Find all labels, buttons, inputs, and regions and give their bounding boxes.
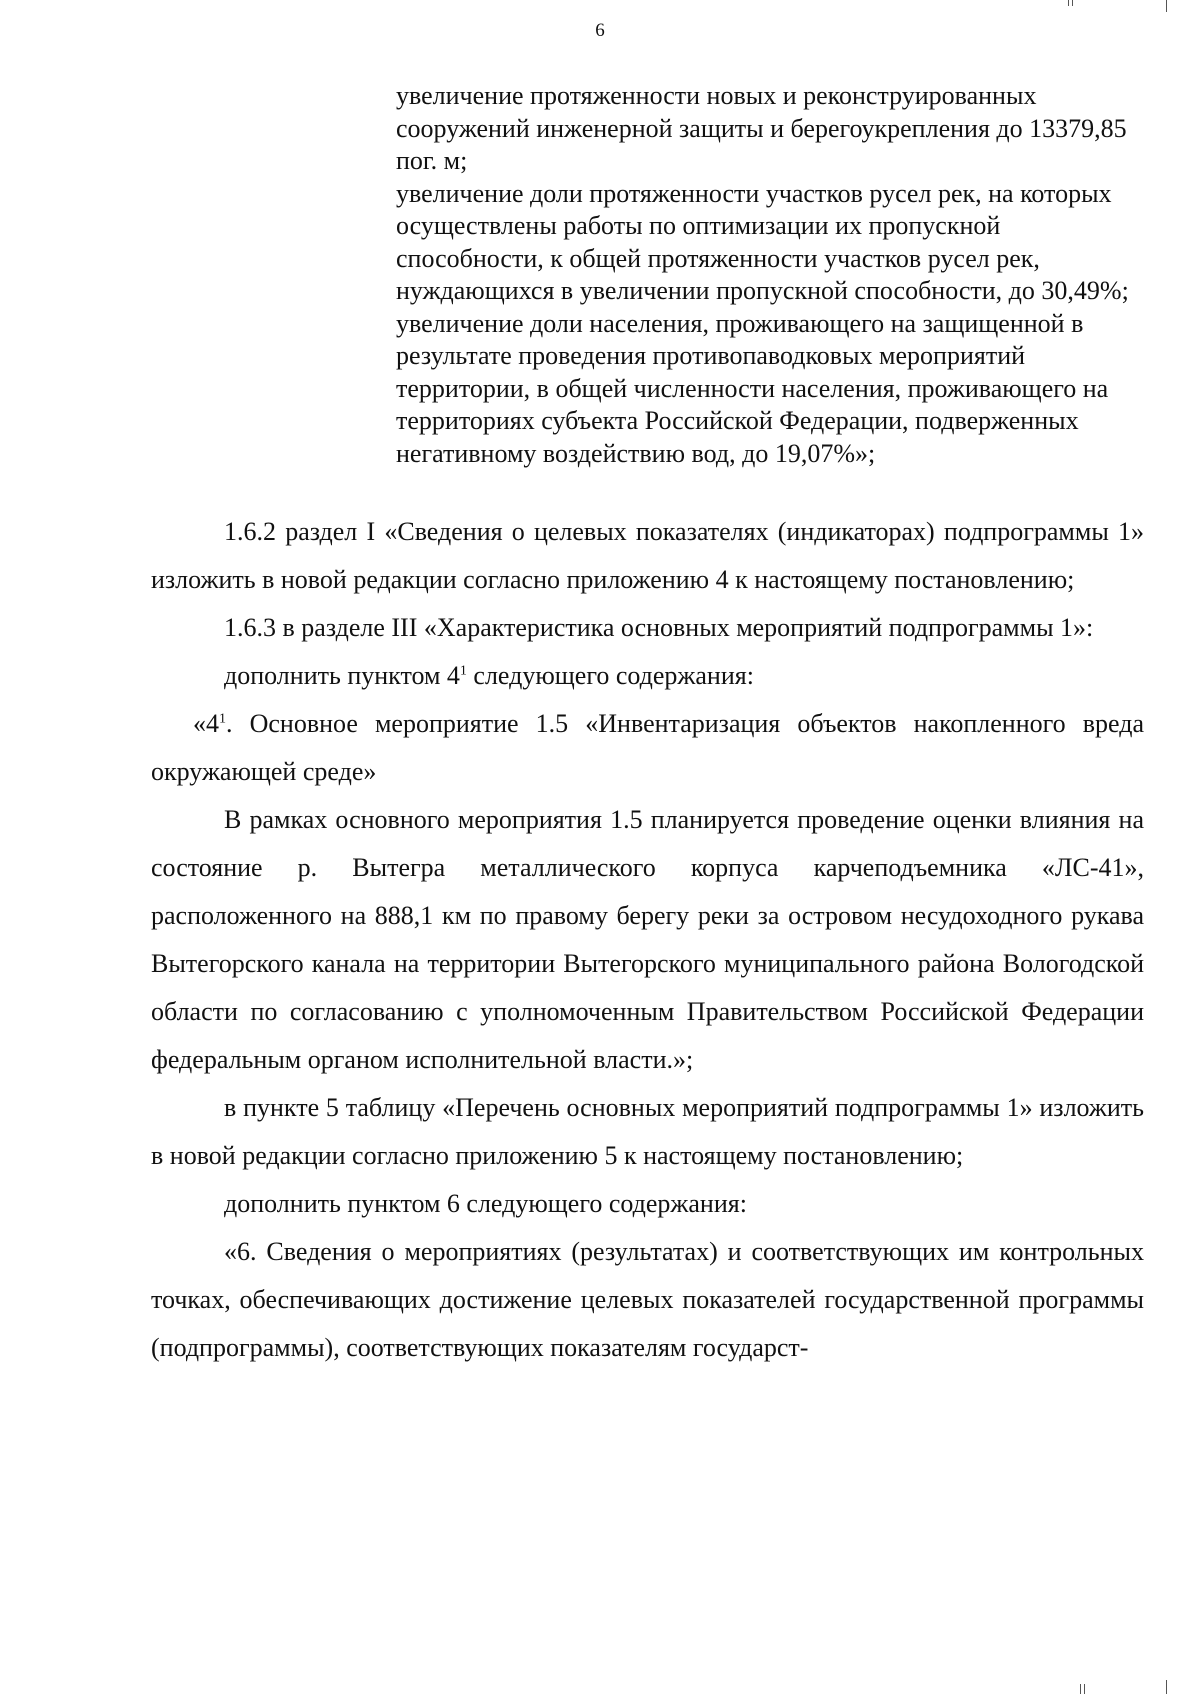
scan-mark [1068, 0, 1069, 6]
list-item: увеличение доли населения, проживающего на защищенной в результате проведения противопаводковых мероприятий территории, в общей численности населения, проживающего на территориях субъекта Российской Федерации, подверженных негативному воздействию вод, до 19,07%»; [396, 308, 1109, 468]
indented-list-block [396, 80, 1146, 470]
paragraph-item-5-table: в пункте 5 таблицу «Перечень основных мероприятий подпрограммы 1» изложить в новой редакции согласно приложению 5 к настоящему постановлению; [151, 1093, 1144, 1170]
superscript: 1 [459, 663, 467, 679]
list-item: увеличение протяженности новых и реконструированных сооружений инженерной защиты и берегоукрепления до 13379,85 пог. м; [396, 81, 1127, 175]
list-item: увеличение доли протяженности участков русел рек, на которых осуществлены работы по оптимизации их пропускной способности, к общей протяженности участков русел рек, нуждающихся в увеличении пропускной способности, до 30,49%; [396, 178, 1129, 305]
paragraph-1-6-2: 1.6.2 раздел I «Сведения о целевых показателях (индикаторах) подпрограммы 1» изложить в новой редакции согласно приложению 4 к настоящему постановлению; [151, 517, 1144, 594]
body-text [151, 508, 1144, 1372]
page-number: 6 [595, 20, 605, 41]
paragraph-item-4-1-heading [151, 700, 1144, 796]
scan-mark [1166, 0, 1167, 12]
text-fragment: следующего содержания: [466, 661, 754, 690]
scan-mark [1084, 1684, 1085, 1694]
superscript: 1 [219, 711, 226, 727]
text-fragment: дополнить пунктом 4 [224, 661, 460, 690]
paragraph-add-item-6: дополнить пунктом 6 следующего содержания: [224, 1189, 747, 1218]
text-fragment: «4 [193, 709, 219, 738]
paragraph-item-6: «6. Сведения о мероприятиях (результатах) и соответствующих им контрольных точках, обеспечивающих достижение целевых показателей государственной программы (подпрограммы), соответствующих показателям государст- [151, 1237, 1144, 1362]
paragraph-add-item-4-1 [151, 652, 1144, 700]
text-fragment: . Основное мероприятие 1.5 «Инвентаризация объектов накопленного вреда окружающей среде» [151, 709, 1144, 786]
scan-mark [1080, 1684, 1081, 1694]
scan-mark [1166, 1680, 1167, 1694]
paragraph-measure-1-5: В рамках основного мероприятия 1.5 планируется проведение оценки влияния на состояние р. Вытегра металлического корпуса карчеподъемника «ЛС-41», расположенного на 888,1 км по правому берегу реки за островом несудоходного рукава Вытегорского канала на территории Вытегорского муниципального района Вологодской области по согласованию с уполномоченным Правительством Российской Федерации федеральным органом исполнительной власти.»; [151, 805, 1144, 1074]
scan-mark [1072, 0, 1073, 6]
paragraph-1-6-3: 1.6.3 в разделе III «Характеристика основных мероприятий подпрограммы 1»: [224, 613, 1094, 642]
